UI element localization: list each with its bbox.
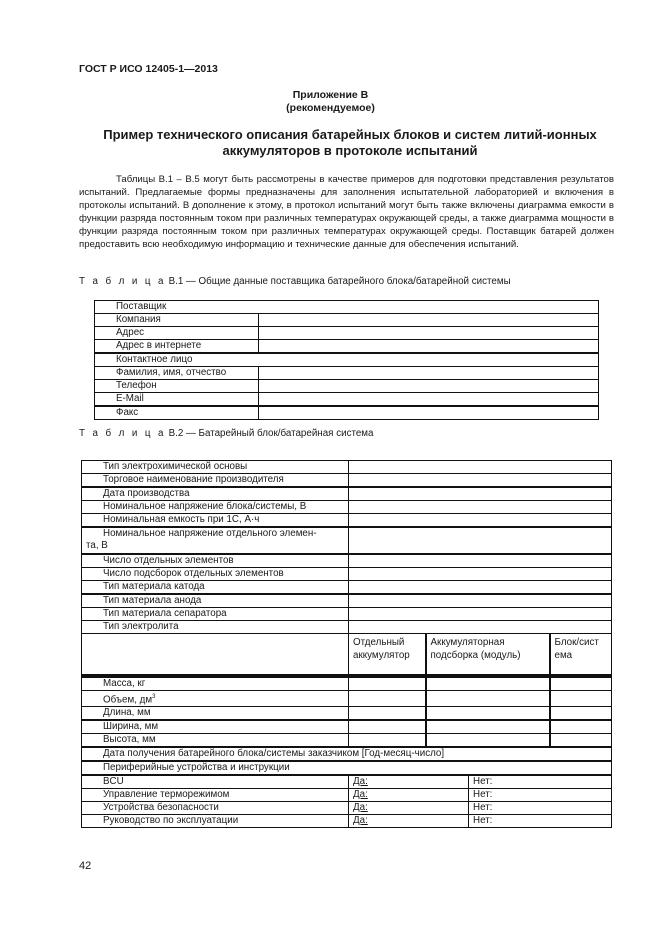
table1-caption-prefix: Т а б л и ц а (79, 276, 166, 287)
fax-label: Факс (95, 406, 259, 420)
section-title-line2: аккумуляторов в протоколе испытаний (222, 143, 478, 158)
volume-module[interactable] (426, 691, 550, 707)
cell-voltage-field[interactable] (349, 527, 612, 554)
height-module[interactable] (426, 734, 550, 748)
volume-system[interactable] (550, 691, 612, 707)
supplier-row: Поставщик (95, 301, 599, 314)
appendix-status: (рекомендуемое) (286, 102, 375, 114)
cell-voltage-line1: Номинальное напряжение отдельного элемен- (103, 528, 317, 539)
col1-line1: Отдельный (353, 637, 405, 648)
mass-module[interactable] (426, 676, 550, 691)
nominal-voltage-field[interactable] (349, 501, 612, 514)
supplier-table (94, 300, 599, 420)
mass-label: Масса, кг (82, 676, 349, 691)
table2-caption-number: В.2 (168, 428, 184, 439)
width-label: Ширина, мм (82, 720, 349, 734)
chemistry-field[interactable] (349, 461, 612, 474)
cell-count-field[interactable] (349, 554, 612, 568)
length-cell[interactable] (349, 707, 426, 721)
manual-no[interactable]: Нет: (469, 815, 612, 828)
battery-system-table (81, 460, 612, 828)
col1-line2: аккумулятор (353, 650, 410, 661)
nominal-voltage-label: Номинальное напряжение блока/системы, В (82, 501, 349, 514)
table1-caption-text: — Общие данные поставщика батарейного блока/батарейной системы (186, 276, 511, 287)
contact-person-row: Контактное лицо (95, 353, 599, 367)
col-header-system (550, 634, 612, 677)
phone-label: Телефон (95, 380, 259, 393)
safety-no[interactable]: Нет: (469, 802, 612, 815)
height-system[interactable] (550, 734, 612, 748)
section-title (60, 127, 640, 159)
email-label: E-Mail (95, 393, 259, 407)
phone-field[interactable] (259, 380, 599, 393)
electrolyte-label: Тип электролита (82, 621, 349, 634)
table2-caption-prefix: Т а б л и ц а (79, 428, 166, 439)
anode-label: Тип материала анода (82, 594, 349, 608)
width-module[interactable] (426, 720, 550, 734)
production-date-field[interactable] (349, 487, 612, 501)
company-label: Компания (95, 314, 259, 327)
cell-voltage-line2: та, В (86, 540, 108, 551)
address-field[interactable] (259, 327, 599, 340)
bcu-no[interactable]: Нет: (469, 775, 612, 789)
intro-text: Таблицы В.1 – В.5 могут быть рассмотрены в качестве примеров для подготовки представления результатов испытаний. Предлагаемые формы предназначены для заполнения испытательной лабораторией и включения в протоколы испытаний. В дополнение к этому, в протокол испытаний могут быть также включены диаграмма емкости в функции разряда постоянным током при различных температурах окружающей среды, а также диаграмма мощности в функции разряда постоянным током при различных температурах окружающей среды. Поставщик батарей должен предоставить всю необходимую информацию и технические данные для обеспечения испытаний. (79, 174, 614, 250)
table1-caption (79, 276, 511, 287)
manual-yes[interactable]: Да: (349, 815, 469, 828)
volume-sup: 3 (152, 694, 156, 700)
trade-name-field[interactable] (349, 474, 612, 488)
email-field[interactable] (259, 393, 599, 407)
separator-field[interactable] (349, 608, 612, 621)
mass-system[interactable] (550, 676, 612, 691)
website-label: Адрес в интернете (95, 340, 259, 354)
trade-name-label: Торговое наименование производителя (82, 474, 349, 488)
intro-paragraph (79, 173, 614, 251)
volume-label (82, 691, 349, 707)
width-cell[interactable] (349, 720, 426, 734)
fax-field[interactable] (259, 406, 599, 420)
col-header-cell (349, 634, 426, 677)
safety-label: Устройства безопасности (82, 802, 349, 815)
table2-caption (79, 428, 373, 439)
cell-voltage-label (82, 527, 349, 554)
full-name-label: Фамилия, имя, отчество (95, 367, 259, 380)
col-header-module (426, 634, 550, 677)
table1-caption-number: В.1 (168, 276, 184, 287)
safety-yes[interactable]: Да: (349, 802, 469, 815)
production-date-label: Дата производства (82, 487, 349, 501)
anode-field[interactable] (349, 594, 612, 608)
address-label: Адрес (95, 327, 259, 340)
width-system[interactable] (550, 720, 612, 734)
height-cell[interactable] (349, 734, 426, 748)
bcu-label: BCU (82, 775, 349, 789)
manual-label: Руководство по эксплуатации (82, 815, 349, 828)
subassembly-count-field[interactable] (349, 568, 612, 581)
col3-line1: Блок/сист (554, 637, 599, 648)
cell-count-label: Число отдельных элементов (82, 554, 349, 568)
full-name-field[interactable] (259, 367, 599, 380)
table2-caption-text: — Батарейный блок/батарейная система (186, 428, 374, 439)
website-field[interactable] (259, 340, 599, 354)
thermal-no[interactable]: Нет: (469, 789, 612, 802)
nominal-capacity-field[interactable] (349, 514, 612, 528)
receipt-date-row[interactable]: Дата получения батарейного блока/системы заказчиком [Год-месяц-число] (82, 747, 612, 761)
col3-line2: ема (554, 650, 573, 661)
volume-cell[interactable] (349, 691, 426, 707)
cathode-field[interactable] (349, 581, 612, 595)
volume-text: Объем, дм (103, 694, 153, 706)
separator-label: Тип материала сепаратора (82, 608, 349, 621)
cathode-label: Тип материала катода (82, 581, 349, 595)
bcu-yes[interactable]: Да: (349, 775, 469, 789)
nominal-capacity-label: Номинальная емкость при 1С, А·ч (82, 514, 349, 528)
dims-header-blank (82, 634, 349, 677)
length-system[interactable] (550, 707, 612, 721)
col2-line1: Аккумуляторная (430, 637, 505, 648)
mass-cell[interactable] (349, 676, 426, 691)
thermal-yes[interactable]: Да: (349, 789, 469, 802)
col2-line2: подсборка (модуль) (430, 650, 521, 661)
chemistry-label: Тип электрохимической основы (82, 461, 349, 474)
subassembly-count-label: Число подсборок отдельных элементов (82, 568, 349, 581)
standard-header: ГОСТ Р ИСО 12405-1—2013 (79, 63, 218, 75)
page-number: 42 (79, 860, 92, 872)
length-module[interactable] (426, 707, 550, 721)
appendix-title: Приложение В (292, 89, 369, 101)
company-field[interactable] (259, 314, 599, 327)
height-label: Высота, мм (82, 734, 349, 748)
electrolyte-field[interactable] (349, 621, 612, 634)
section-title-line1: Пример технического описания батарейных блоков и систем литий-ионных (103, 127, 597, 142)
length-label: Длина, мм (82, 707, 349, 721)
thermal-label: Управление терморежимом (82, 789, 349, 802)
peripherals-row: Периферийные устройства и инструкции (82, 761, 612, 775)
